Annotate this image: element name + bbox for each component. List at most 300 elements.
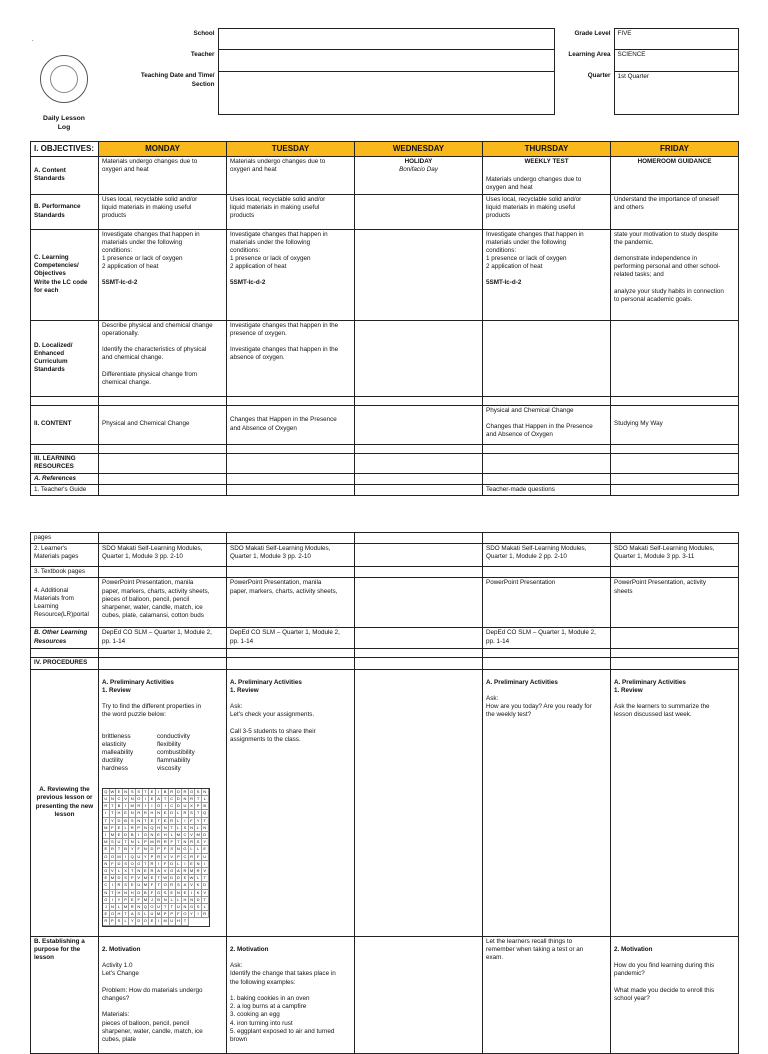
puzzle-letter: G: [136, 861, 143, 868]
puzzle-letter: T: [202, 818, 209, 825]
puzzle-letter: L: [195, 846, 202, 853]
puzzle-letter: Q: [103, 789, 110, 796]
puzzle-letter: E: [169, 890, 176, 897]
puzzle-letter: U: [149, 911, 156, 918]
teaching-date-value[interactable]: [218, 71, 554, 114]
puzzle-letter: D: [176, 875, 183, 882]
puzzle-letter: G: [103, 897, 110, 904]
puzzle-letter: N: [156, 810, 163, 817]
puzzle-letter: C: [182, 854, 189, 861]
puzzle-letter: D: [116, 818, 123, 825]
monday-heading: MONDAY: [99, 141, 227, 156]
puzzle-letter: N: [182, 904, 189, 911]
puzzle-letter: S: [123, 882, 130, 889]
puzzle-letter: L: [176, 810, 183, 817]
puzzle-letter: Y: [129, 846, 136, 853]
purpose-mon-head: 2. Motivation: [102, 945, 141, 953]
teaching-date-label: Teaching Date and Time/ Section: [140, 72, 215, 88]
header-table: [30, 28, 739, 141]
puzzle-letter: H: [182, 897, 189, 904]
puzzle-letter: O: [156, 803, 163, 810]
word-puzzle: [102, 788, 210, 927]
puzzle-letter: F: [149, 882, 156, 889]
puzzle-letter: T: [116, 846, 123, 853]
puzzle-letter: N: [143, 825, 150, 832]
puzzle-letter: Y: [116, 897, 123, 904]
puzzle-letter: F: [169, 839, 176, 846]
reviewing-thu-head: A. Preliminary Activities: [486, 678, 558, 686]
competencies-mon: [99, 229, 227, 320]
puzzle-letter: S: [129, 818, 136, 825]
puzzle-letter: G: [103, 868, 110, 875]
puzzle-letter: D: [176, 789, 183, 796]
puzzle-letter: T: [143, 789, 150, 796]
puzzle-letter: M: [110, 875, 117, 882]
teacher-value[interactable]: [218, 50, 554, 71]
puzzle-letter: M: [189, 868, 196, 875]
other-resources-thu: DepEd CO SLM – Quarter 1, Module 2, pp. 1-14: [483, 628, 611, 649]
puzzle-letter: L: [176, 825, 183, 832]
puzzle-letter: V: [202, 868, 209, 875]
puzzle-letter: L: [176, 897, 183, 904]
localized-thu: [483, 320, 611, 396]
content-thu: Physical and Chemical Change Changes that Happen in the Presence and Absence of Oxygen: [483, 405, 611, 444]
puzzle-letter: N: [202, 789, 209, 796]
holiday-title: HOLIDAY: [404, 158, 433, 166]
reviewing-fri-head: A. Preliminary Activities 1. Review: [614, 678, 686, 694]
content-label: II. CONTENT: [31, 405, 99, 444]
puzzle-letter: M: [116, 854, 123, 861]
puzzle-letter: R: [169, 818, 176, 825]
reviewing-mon: [99, 669, 227, 936]
puzzle-letter: S: [195, 839, 202, 846]
puzzle-letter: O: [129, 861, 136, 868]
puzzle-letter: M: [195, 832, 202, 839]
puzzle-letter: T: [162, 796, 169, 803]
puzzle-letter: F: [110, 861, 117, 868]
puzzle-letter: E: [156, 832, 163, 839]
property-item: flexibility: [157, 740, 181, 748]
puzzle-letter: P: [129, 875, 136, 882]
puzzle-letter: Y: [189, 911, 196, 918]
puzzle-letter: B: [123, 846, 130, 853]
puzzle-letter: R: [156, 839, 163, 846]
puzzle-letter: R: [182, 810, 189, 817]
puzzle-letter: R: [110, 846, 117, 853]
puzzle-letter: O: [143, 918, 150, 925]
puzzle-letter: I: [162, 803, 169, 810]
puzzle-letter: M: [143, 875, 150, 882]
purpose-tue: [227, 936, 355, 1053]
puzzle-letter: P: [169, 911, 176, 918]
deped-seal-icon: [40, 55, 88, 103]
puzzle-letter: E: [149, 918, 156, 925]
puzzle-letter: M: [176, 832, 183, 839]
property-item: viscosity: [157, 765, 181, 773]
puzzle-letter: R: [149, 868, 156, 875]
puzzle-letter: P: [195, 803, 202, 810]
puzzle-letter: N: [176, 846, 183, 853]
puzzle-letter: D: [176, 796, 183, 803]
puzzle-letter: D: [123, 832, 130, 839]
purpose-mon-text: Activity 1.0 Let's Change Problem: How do materials undergo changes? Materials: pieces of balloon, pencil, pencil sharpener, water, candle, match, ice cubes, plate: [102, 962, 203, 1043]
puzzle-letter: F: [162, 861, 169, 868]
reviewing-thu: [483, 669, 611, 936]
puzzle-letter: F: [136, 897, 143, 904]
puzzle-letter: R: [129, 904, 136, 911]
competencies-wed: [355, 229, 483, 320]
puzzle-letter: Y: [129, 918, 136, 925]
puzzle-letter: J: [149, 897, 156, 904]
puzzle-letter: O: [103, 854, 110, 861]
puzzle-letter: E: [182, 875, 189, 882]
teacher-label: Teacher: [190, 50, 215, 58]
lesson-log-page-2: [30, 532, 738, 1054]
puzzle-letter: Q: [149, 825, 156, 832]
puzzle-letter: R: [116, 882, 123, 889]
other-resources-label: B. Other Learning Resources: [31, 628, 99, 649]
puzzle-letter: L: [202, 904, 209, 911]
puzzle-letter: M: [162, 918, 169, 925]
competencies-tue: [227, 229, 355, 320]
puzzle-letter: S: [129, 789, 136, 796]
puzzle-letter: N: [123, 789, 130, 796]
competencies-mon-text: Investigate changes that happen in materials under the following conditions: 1 presence or lack of oxygen 2 application of heat: [102, 230, 200, 271]
teachers-guide-thu: Teacher-made questions: [483, 484, 611, 495]
puzzle-letter: U: [169, 918, 176, 925]
competencies-thu-text: Investigate changes that happen in materials under the following conditions: 1 presence or lack of oxygen 2 application of heat: [486, 230, 584, 271]
puzzle-letter: X: [123, 868, 130, 875]
puzzle-letter: L: [143, 911, 150, 918]
puzzle-letter: T: [103, 818, 110, 825]
puzzle-letter: N: [103, 890, 110, 897]
puzzle-letter: N: [110, 796, 117, 803]
puzzle-letter: E: [103, 875, 110, 882]
puzzle-letter: V: [189, 882, 196, 889]
puzzle-letter: I: [110, 897, 117, 904]
property-item: flammability: [157, 757, 191, 765]
puzzle-letter: B: [116, 803, 123, 810]
puzzle-letter: T: [176, 839, 183, 846]
puzzle-letter: L: [202, 796, 209, 803]
puzzle-letter: T: [123, 911, 130, 918]
lc-code-mon: 5SMT-Ic-d-2: [102, 279, 138, 287]
puzzle-letter: N: [162, 897, 169, 904]
puzzle-letter: V: [189, 832, 196, 839]
quarter-label: Quarter: [587, 72, 611, 80]
puzzle-letter: D: [149, 846, 156, 853]
puzzle-letter: V: [123, 796, 130, 803]
other-resources-tue: DepEd CO SLM – Quarter 1, Module 2, pp. 1-14: [227, 628, 355, 649]
puzzle-letter: B: [123, 818, 130, 825]
puzzle-letter: F: [162, 846, 169, 853]
puzzle-letter: M: [103, 825, 110, 832]
puzzle-letter: R: [129, 825, 136, 832]
competencies-tue-text: Investigate changes that happen in materials under the following conditions: 1 presence or lack of oxygen 2 application of heat: [230, 230, 328, 271]
puzzle-letter: R: [182, 868, 189, 875]
puzzle-letter: C: [169, 803, 176, 810]
puzzle-letter: O: [162, 882, 169, 889]
learning-area-value: SCIENCE: [614, 50, 738, 71]
localized-mon: Describe physical and chemical change operationally. Identify the characteristics of physical and chemical change. Differentiate physical change from chemical change.: [99, 320, 227, 396]
performance-standards-mon: Uses local, recyclable solid and/or liquid materials in making useful products: [99, 194, 227, 229]
puzzle-letter: P: [149, 854, 156, 861]
property-item: hardness: [102, 765, 128, 773]
puzzle-letter: N: [182, 796, 189, 803]
puzzle-letter: H: [162, 832, 169, 839]
puzzle-letter: O: [110, 854, 117, 861]
puzzle-letter: R: [202, 911, 209, 918]
additional-materials-fri: PowerPoint Presentation, activity sheets: [611, 578, 739, 628]
puzzle-letter: C: [103, 882, 110, 889]
puzzle-letter: E: [143, 868, 150, 875]
puzzle-letter: S: [169, 846, 176, 853]
puzzle-letter: R: [136, 803, 143, 810]
puzzle-letter: N: [143, 846, 150, 853]
school-value[interactable]: [218, 29, 554, 50]
puzzle-letter: I: [136, 832, 143, 839]
thursday-heading: THURSDAY: [483, 141, 611, 156]
content-standards-thu-text: Materials undergo changes due to oxygen and heat: [486, 176, 582, 192]
puzzle-letter: F: [136, 846, 143, 853]
tuesday-heading: TUESDAY: [227, 141, 355, 156]
competencies-label: C. Learning Competencies/ Objectives Write the LC code for each: [31, 229, 99, 320]
puzzle-letter: E: [182, 890, 189, 897]
puzzle-letter: A: [156, 868, 163, 875]
puzzle-letter: D: [195, 897, 202, 904]
puzzle-letter: S: [162, 890, 169, 897]
puzzle-letter: L: [169, 832, 176, 839]
puzzle-letter: N: [103, 861, 110, 868]
puzzle-letter: N: [189, 897, 196, 904]
puzzle-letter: T: [156, 818, 163, 825]
puzzle-letter: M: [143, 882, 150, 889]
puzzle-letter: M: [143, 897, 150, 904]
puzzle-letter: R: [149, 861, 156, 868]
puzzle-letter: V: [169, 854, 176, 861]
additional-materials-mon: PowerPoint Presentation, manila paper, markers, charts, activity sheets, pieces of balloon, pencil, pencil sharpener, water, candle, match, ice cubes, plate, calamansi, cotton buds: [99, 578, 227, 628]
property-item: ductility: [102, 757, 123, 765]
puzzle-letter: D: [202, 832, 209, 839]
puzzle-letter: A: [129, 911, 136, 918]
puzzle-letter: U: [202, 854, 209, 861]
puzzle-letter: N: [129, 796, 136, 803]
puzzle-letter: S: [110, 839, 117, 846]
puzzle-letter: L: [123, 918, 130, 925]
friday-heading: FRIDAY: [611, 141, 739, 156]
homeroom-guidance-title: HOMEROOM GUIDANCE: [611, 157, 739, 195]
puzzle-letter: B: [143, 890, 150, 897]
puzzle-letter: I: [156, 789, 163, 796]
puzzle-letter: M: [149, 839, 156, 846]
puzzle-letter: D: [176, 803, 183, 810]
puzzle-letter: N: [136, 868, 143, 875]
puzzle-letter: U: [156, 904, 163, 911]
holiday-name: Bonifacio Day: [399, 166, 438, 174]
puzzle-letter: R: [103, 803, 110, 810]
textbook-pages-label: 3. Textbook pages: [31, 567, 99, 578]
puzzle-letter: I: [156, 861, 163, 868]
puzzle-letter: Y: [195, 818, 202, 825]
puzzle-letter: M: [123, 904, 130, 911]
content-standards-tue: Materials undergo changes due to oxygen and heat: [227, 157, 355, 195]
puzzle-letter: P: [136, 825, 143, 832]
puzzle-letter: M: [103, 839, 110, 846]
learning-resources-label: III. LEARNING RESOURCES: [31, 453, 99, 473]
puzzle-letter: I: [123, 854, 130, 861]
content-standards-thu: [483, 157, 611, 195]
puzzle-letter: O: [189, 789, 196, 796]
puzzle-letter: N: [129, 810, 136, 817]
localized-tue: Investigate changes that happen in the presence of oxygen. Investigate changes that happen in the absence of oxygen.: [227, 320, 355, 396]
puzzle-letter: F: [149, 890, 156, 897]
puzzle-letter: D: [169, 875, 176, 882]
puzzle-letter: R: [189, 839, 196, 846]
puzzle-letter: N: [123, 890, 130, 897]
puzzle-letter: S: [182, 825, 189, 832]
learners-materials-thu: SDO Makati Self-Learning Modules, Quarter 1, Module 2 pp. 2-10: [483, 544, 611, 567]
other-resources-mon: DepEd CO SLM – Quarter 1, Module 2, pp. 1-14: [99, 628, 227, 649]
puzzle-letter: R: [169, 789, 176, 796]
puzzle-letter: T: [195, 810, 202, 817]
puzzle-letter: D: [136, 918, 143, 925]
weekly-test-title: WEEKLY TEST: [524, 158, 569, 166]
puzzle-letter: T: [143, 818, 150, 825]
puzzle-letter: B: [129, 832, 136, 839]
puzzle-letter: U: [103, 796, 110, 803]
property-item: combustibility: [157, 749, 195, 757]
puzzle-letter: E: [103, 911, 110, 918]
puzzle-letter: E: [103, 846, 110, 853]
properties-list: [102, 733, 223, 774]
puzzle-letter: T: [202, 897, 209, 904]
reviewing-label: A. Reviewing the previous lesson or presenting the new lesson: [31, 669, 99, 936]
content-tue: Changes that Happen in the Presence and Absence of Oxygen: [227, 405, 355, 444]
puzzle-letter: Q: [129, 854, 136, 861]
puzzle-letter: T: [110, 810, 117, 817]
puzzle-letter: P: [162, 911, 169, 918]
puzzle-letter: V: [136, 875, 143, 882]
reviewing-tue-head: A. Preliminary Activities 1. Review: [230, 678, 302, 694]
reviewing-thu-text: Ask: How are you today? Are you ready for the weekly test?: [486, 695, 592, 719]
puzzle-letter: O: [110, 911, 117, 918]
puzzle-letter: V: [162, 854, 169, 861]
puzzle-letter: S: [195, 789, 202, 796]
property-item: brittleness: [102, 732, 131, 740]
content-wed: [355, 405, 483, 444]
puzzle-letter: Q: [202, 810, 209, 817]
puzzle-letter: R: [103, 918, 110, 925]
puzzle-letter: L: [195, 825, 202, 832]
puzzle-letter: O: [182, 911, 189, 918]
content-mon: Physical and Chemical Change: [99, 405, 227, 444]
puzzle-letter: D: [116, 875, 123, 882]
purpose-tue-head: 2. Motivation: [230, 945, 269, 953]
purpose-fri: [611, 936, 739, 1053]
puzzle-letter: H: [116, 911, 123, 918]
learners-materials-tue: SDO Makati Self-Learning Modules, Quarter 1, Module 3 pp. 2-10: [227, 544, 355, 567]
puzzle-letter: R: [156, 854, 163, 861]
puzzle-letter: H: [129, 890, 136, 897]
puzzle-letter: V: [110, 868, 117, 875]
puzzle-letter: T: [202, 875, 209, 882]
puzzle-letter: W: [110, 789, 117, 796]
performance-standards-thu: Uses local, recyclable solid and/or liquid materials in making useful products: [483, 194, 611, 229]
localized-fri: [611, 320, 739, 396]
puzzle-letter: S: [189, 810, 196, 817]
puzzle-letter: A: [176, 868, 183, 875]
puzzle-letter: B: [162, 789, 169, 796]
objectives-table: [30, 141, 739, 496]
puzzle-letter: E: [149, 818, 156, 825]
puzzle-letter: S: [123, 875, 130, 882]
competencies-fri: state your motivation to study despite the pandemic. demonstrate independence in performing personal and other school- related tasks; and analyze your study habits in connection to personal academic goals.: [611, 229, 739, 320]
puzzle-letter: R: [189, 854, 196, 861]
puzzle-letter: G: [156, 890, 163, 897]
puzzle-letter: S: [195, 904, 202, 911]
puzzle-letter: I: [149, 803, 156, 810]
puzzle-letter: K: [195, 890, 202, 897]
puzzle-letter: I: [189, 890, 196, 897]
puzzle-letter: H: [116, 810, 123, 817]
puzzle-letter: P: [143, 839, 150, 846]
puzzle-letter: K: [195, 882, 202, 889]
header-dot: .: [32, 36, 34, 43]
purpose-thu: Let the learners recall things to remember when taking a test or an exam.: [483, 936, 611, 1053]
puzzle-letter: E: [116, 789, 123, 796]
puzzle-letter: I: [182, 861, 189, 868]
puzzle-letter: V: [162, 868, 169, 875]
content-standards-mon: Materials undergo changes due to oxygen and heat: [99, 157, 227, 195]
lesson-log-page-1: [30, 28, 738, 496]
puzzle-letter: L: [116, 868, 123, 875]
school-label: School: [193, 29, 215, 37]
puzzle-letter: N: [176, 890, 183, 897]
puzzle-letter: A: [182, 882, 189, 889]
puzzle-letter: N: [202, 825, 209, 832]
puzzle-letter: U: [116, 839, 123, 846]
puzzle-letter: T: [169, 825, 176, 832]
puzzle-letter: T: [162, 904, 169, 911]
puzzle-letter: L: [169, 897, 176, 904]
additional-materials-tue: PowerPoint Presentation, manila paper, markers, charts, activity sheets,: [227, 578, 355, 628]
puzzle-letter: T: [110, 890, 117, 897]
puzzle-letter: R: [169, 882, 176, 889]
purpose-fri-head: 2. Motivation: [614, 945, 653, 953]
lc-code-tue: 5SMT-Ic-d-2: [230, 279, 266, 287]
puzzle-letter: H: [156, 825, 163, 832]
puzzle-letter: I: [143, 796, 150, 803]
content-fri: Studying My Way: [611, 405, 739, 444]
puzzle-letter: N: [136, 818, 143, 825]
puzzle-letter: N: [136, 904, 143, 911]
procedures-label: IV. PROCEDURES: [31, 658, 99, 669]
content-standards-label: A. Content Standards: [31, 157, 99, 195]
puzzle-letter: S: [123, 861, 130, 868]
puzzle-letter: L: [176, 861, 183, 868]
puzzle-letter: B: [202, 803, 209, 810]
puzzle-letter: F: [176, 911, 183, 918]
puzzle-letter: C: [182, 832, 189, 839]
puzzle-letter: L: [195, 875, 202, 882]
puzzle-letter: E: [123, 810, 130, 817]
puzzle-letter: C: [169, 796, 176, 803]
property-item: conductivity: [157, 732, 190, 740]
puzzle-letter: S: [136, 789, 143, 796]
logo-cell: [30, 29, 98, 141]
puzzle-letter: T: [129, 868, 136, 875]
puzzle-letter: N: [129, 839, 136, 846]
